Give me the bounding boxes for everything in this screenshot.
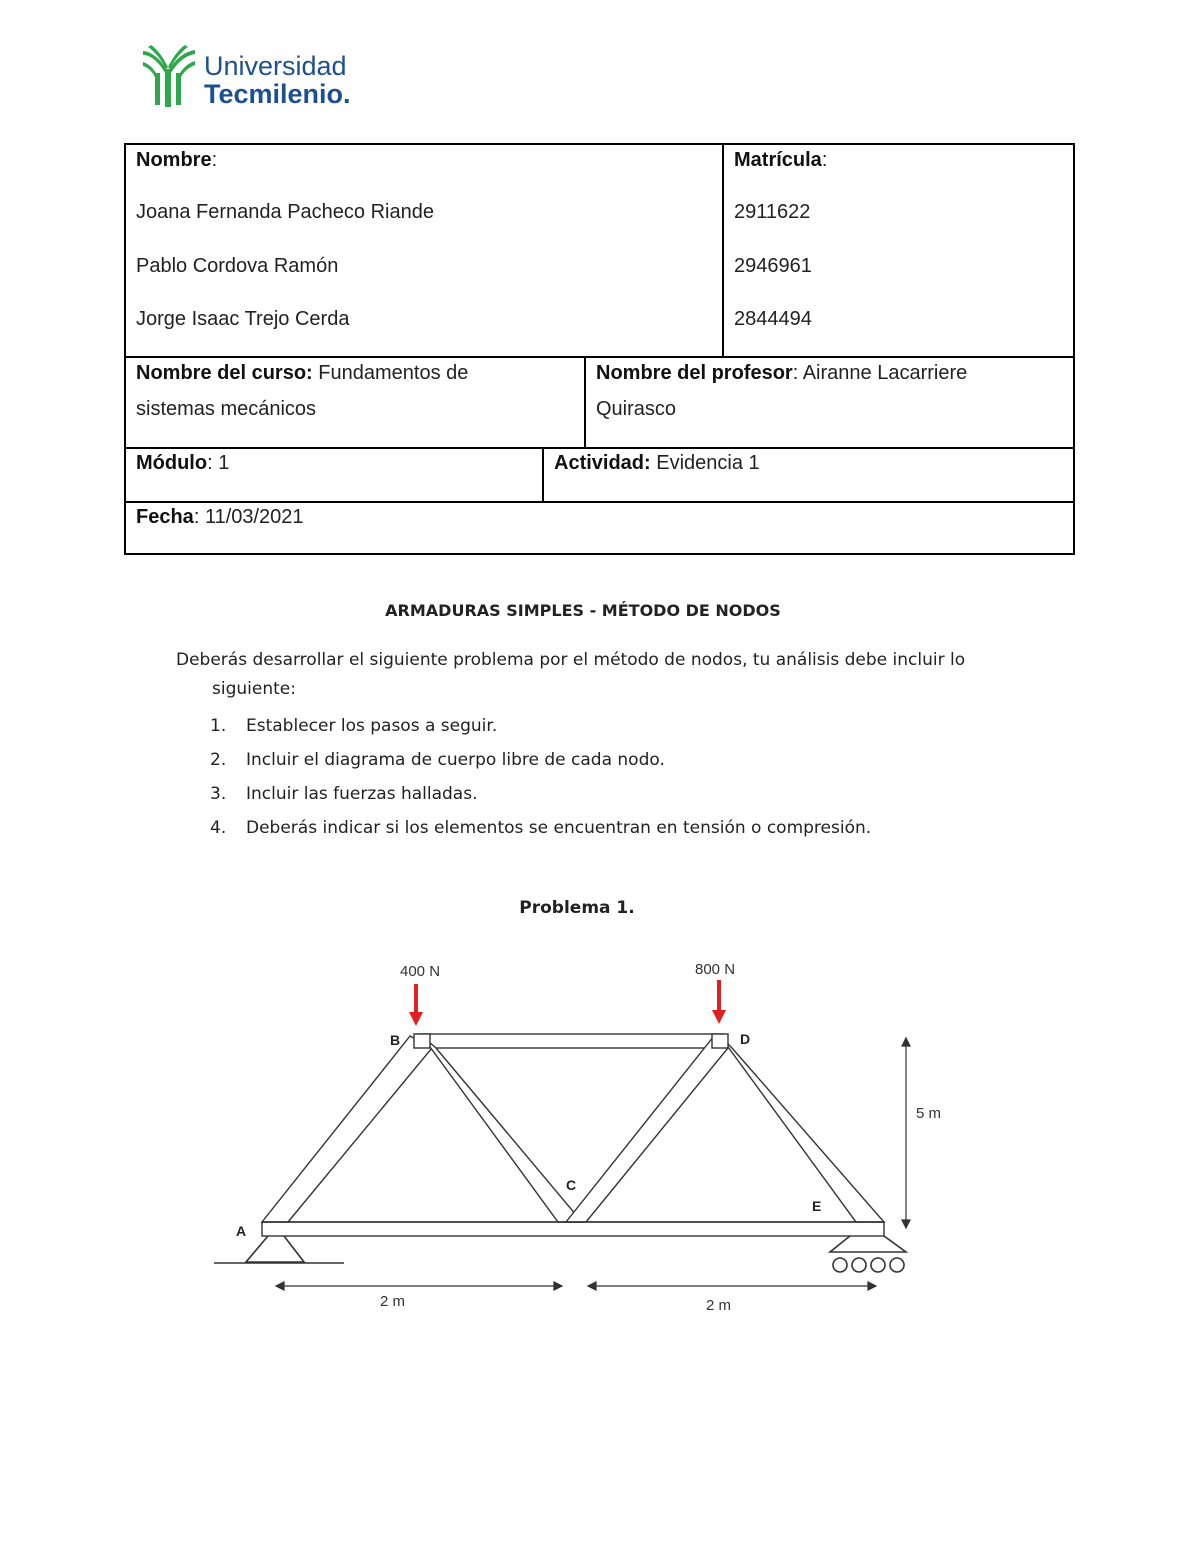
list-text: Deberás indicar si los elementos se encuentran en tensión o compresión. xyxy=(246,818,872,838)
node-label-d: D xyxy=(740,1031,751,1047)
problem-title: Problema 1. xyxy=(519,898,635,918)
member-de xyxy=(720,1036,884,1222)
top-chord xyxy=(418,1034,724,1048)
student-name: Jorge Isaac Trejo Cerda xyxy=(136,308,350,330)
intro-line: Deberás desarrollar el siguiente problema por el método de nodos, tu análisis debe incluir lo xyxy=(176,650,966,670)
height-dimension xyxy=(902,1038,910,1228)
nombre-label: Nombre xyxy=(136,149,212,171)
bottom-chord xyxy=(262,1222,884,1236)
list-number: 4. xyxy=(210,818,227,838)
steps-list xyxy=(210,716,871,852)
student-name: Joana Fernanda Pacheco Riande xyxy=(136,201,434,223)
list-number: 1. xyxy=(210,716,227,736)
truss-diagram xyxy=(200,950,960,1320)
roller-support-e xyxy=(830,1236,906,1272)
table-divider xyxy=(126,447,1073,449)
modulo-label: Módulo xyxy=(136,452,208,474)
node-label-e: E xyxy=(812,1198,822,1214)
list-item xyxy=(210,818,871,852)
list-item xyxy=(210,784,871,818)
table-divider xyxy=(584,357,586,448)
span-dimension-left xyxy=(276,1282,562,1290)
curso-value-cont: sistemas mecánicos xyxy=(136,398,317,420)
student-info-table: Nombre: Joana Fernanda Pacheco Riande Pablo Cordova Ramón Jorge Isaac Trejo Cerda Matrícula: 2911622 2946961 2844494 Nombre del curso: Fundamentos de sistemas mecánicos Nombre del profesor: Airanne Lacarriere Quirasco Módulo: 1 Actividad: Evidencia 1 Fecha: 11/03/2021 xyxy=(124,143,1075,555)
document-title: ARMADURAS SIMPLES - MÉTODO DE NODOS xyxy=(385,601,781,620)
profesor-value-cont: Quirasco xyxy=(596,398,677,420)
curso-value: Fundamentos de xyxy=(318,362,469,384)
load-arrow-d xyxy=(712,980,726,1024)
list-text: Incluir las fuerzas halladas. xyxy=(246,784,478,804)
actividad-label: Actividad: xyxy=(554,452,651,474)
curso-label: Nombre del curso xyxy=(136,362,307,384)
table-divider xyxy=(542,448,544,502)
leaf-logo-icon xyxy=(143,45,201,109)
university-logo xyxy=(143,45,363,109)
student-name: Pablo Cordova Ramón xyxy=(136,255,339,277)
table-divider xyxy=(126,356,1073,358)
student-id: 2844494 xyxy=(734,308,812,330)
modulo-value: 1 xyxy=(218,452,230,474)
joint-d-plate xyxy=(712,1034,728,1048)
member-ab xyxy=(262,1036,432,1222)
fecha-label: Fecha xyxy=(136,506,194,528)
node-label-b: B xyxy=(390,1032,401,1048)
list-text: Incluir el diagrama de cuerpo libre de cada nodo. xyxy=(246,750,665,770)
logo-text-tecmilenio: Tecmilenio. xyxy=(204,79,351,109)
profesor-value: Airanne Lacarriere xyxy=(802,362,968,384)
load-label-d: 800 N xyxy=(695,961,736,978)
joint-b-plate xyxy=(414,1034,430,1048)
span-left-label: 2 m xyxy=(380,1293,406,1310)
member-cd xyxy=(566,1036,728,1222)
matricula-label: Matrícula xyxy=(734,149,822,171)
list-item xyxy=(210,716,871,750)
node-label-c: C xyxy=(566,1177,577,1193)
height-label: 5 m xyxy=(916,1105,942,1122)
intro-paragraph xyxy=(176,646,1006,704)
list-number: 3. xyxy=(210,784,227,804)
span-right-label: 2 m xyxy=(706,1297,732,1314)
node-label-a: A xyxy=(236,1223,247,1239)
list-number: 2. xyxy=(210,750,227,770)
student-id: 2911622 xyxy=(734,201,811,223)
list-text: Establecer los pasos a seguir. xyxy=(246,716,498,736)
table-divider xyxy=(126,501,1073,503)
truss-svg xyxy=(200,950,960,1320)
table-divider xyxy=(722,145,724,357)
load-arrow-b xyxy=(409,984,423,1026)
intro-line-cont: siguiente: xyxy=(212,679,296,699)
actividad-value: Evidencia 1 xyxy=(656,452,760,474)
pin-support-a xyxy=(214,1236,344,1263)
list-item xyxy=(210,750,871,784)
span-dimension-right xyxy=(588,1282,876,1290)
profesor-label: Nombre del profesor xyxy=(596,362,793,384)
student-id: 2946961 xyxy=(734,255,812,277)
fecha-value: 11/03/2021 xyxy=(204,506,304,528)
member-bc xyxy=(422,1036,582,1222)
load-label-b: 400 N xyxy=(400,963,441,980)
logo-text-universidad: Universidad xyxy=(204,51,347,81)
